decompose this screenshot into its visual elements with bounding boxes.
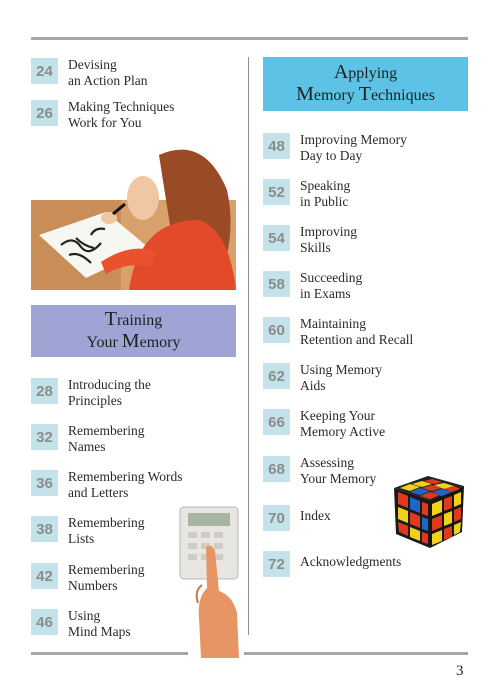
toc-entry[interactable] xyxy=(263,408,440,440)
entry-title: Using Memory Aids xyxy=(300,362,383,393)
column-divider xyxy=(248,57,249,635)
entry-title: Devising an Action Plan xyxy=(68,57,148,88)
entry-title: Remembering Lists xyxy=(68,515,145,546)
top-rule xyxy=(31,37,468,40)
entry-title: Remembering Names xyxy=(68,423,145,454)
entry-title: Assessing Your Memory xyxy=(300,455,377,486)
page-number-badge: 24 xyxy=(31,58,58,84)
page-number-badge: 38 xyxy=(31,516,58,542)
page-number-badge: 42 xyxy=(31,563,58,589)
page-number-badge: 68 xyxy=(263,456,290,482)
section-heading-applying-memory-techniques: Applying Memory Techniques xyxy=(263,57,468,111)
page-number-badge: 28 xyxy=(31,378,58,404)
entry-title: Maintaining Retention and Recall xyxy=(300,316,414,347)
page-number-badge: 46 xyxy=(31,609,58,635)
entry-title: Keeping Your Memory Active xyxy=(300,408,386,439)
page-number-badge: 62 xyxy=(263,363,290,389)
toc-entry[interactable] xyxy=(263,178,440,210)
page-number-badge: 60 xyxy=(263,317,290,343)
toc-entry[interactable] xyxy=(263,316,440,348)
entry-title: Remembering Words and Letters xyxy=(68,469,183,500)
bottom-rule-left xyxy=(31,652,188,655)
entry-title: Index xyxy=(300,508,331,523)
section-heading-training-your-memory: Training Your Memory xyxy=(31,305,236,357)
entry-title: Remembering Numbers xyxy=(68,562,145,593)
page-number-badge: 66 xyxy=(263,409,290,435)
entry-title: Acknowledgments xyxy=(300,554,402,569)
entry-title: Succeeding in Exams xyxy=(300,270,363,301)
page-number-badge: 70 xyxy=(263,505,290,531)
toc-entry[interactable] xyxy=(263,270,440,302)
toc-entry[interactable] xyxy=(263,132,440,164)
entry-title: Improving Skills xyxy=(300,224,357,255)
entry-title: Using Mind Maps xyxy=(68,608,131,639)
page-number-badge: 52 xyxy=(263,179,290,205)
page-number-badge: 26 xyxy=(31,100,58,126)
page-number-badge: 32 xyxy=(31,424,58,450)
entry-title: Improving Memory Day to Day xyxy=(300,132,407,163)
entry-title: Speaking in Public xyxy=(300,178,351,209)
rubiks-cube-photo xyxy=(390,472,468,552)
girl-drawing-mind-map-photo xyxy=(31,140,236,290)
page-number-badge: 48 xyxy=(263,133,290,159)
page-number-badge: 36 xyxy=(31,470,58,496)
toc-entry[interactable] xyxy=(31,469,208,501)
page-number-badge: 58 xyxy=(263,271,290,297)
toc-entry[interactable] xyxy=(31,57,208,89)
bottom-rule-right xyxy=(244,652,468,655)
toc-entry[interactable] xyxy=(263,362,440,394)
toc-entry[interactable] xyxy=(31,377,208,409)
entry-title: Introducing the Principles xyxy=(68,377,151,408)
page-number: 3 xyxy=(456,663,464,679)
toc-entry[interactable] xyxy=(31,99,208,131)
toc-entry[interactable] xyxy=(263,224,440,256)
page-number-badge: 72 xyxy=(263,551,290,577)
hand-pressing-calculator-photo xyxy=(178,505,244,658)
toc-entry[interactable] xyxy=(31,423,208,455)
page-number-badge: 54 xyxy=(263,225,290,251)
entry-title: Making Techniques Work for You xyxy=(68,99,175,130)
toc-entry[interactable] xyxy=(263,550,440,577)
